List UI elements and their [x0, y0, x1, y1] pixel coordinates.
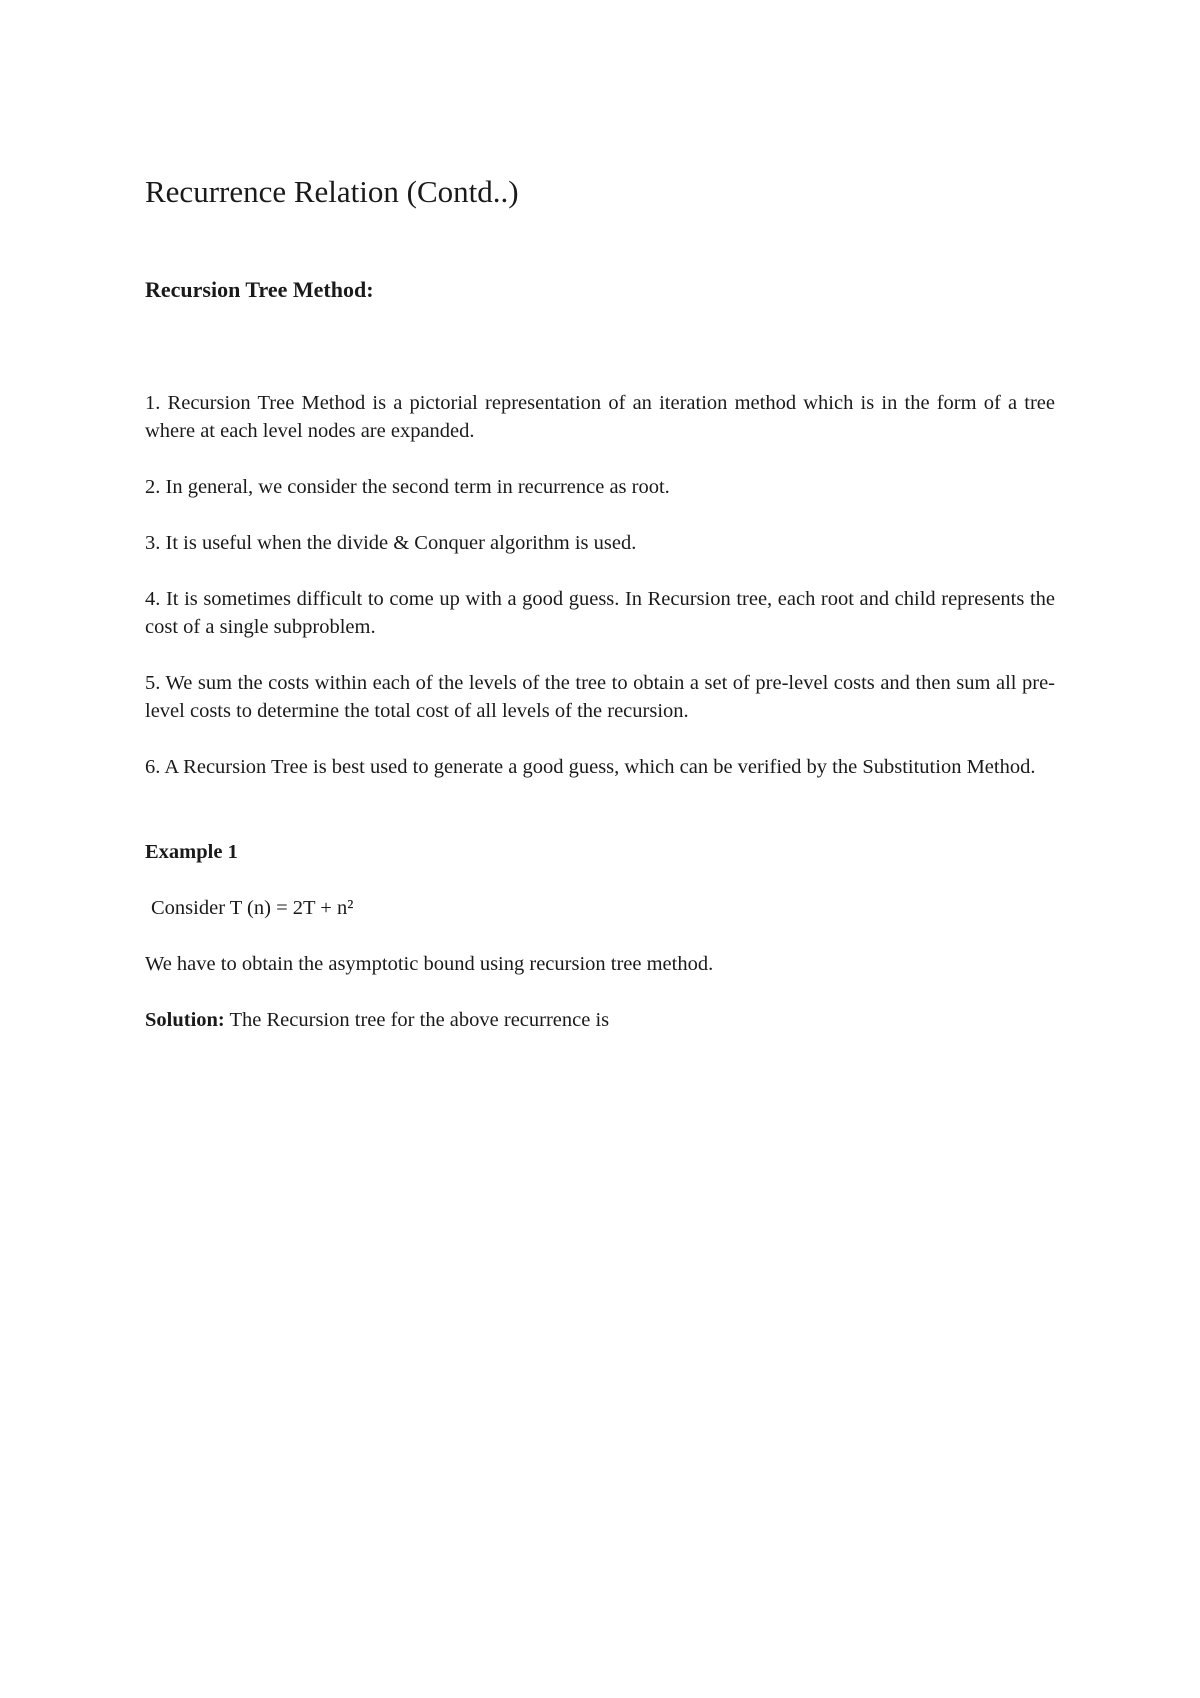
- solution-label: Solution:: [145, 1009, 225, 1031]
- problem-statement: We have to obtain the asymptotic bound using recursion tree method.: [145, 953, 714, 975]
- point-4: 4. It is sometimes difficult to come up with a good guess. In Recursion tree, each root and child represents the cost of a single subproblem.: [145, 588, 1055, 638]
- points-list: [145, 389, 1055, 809]
- recurrence-equation: Consider T (n) = 2T + n²: [151, 897, 354, 919]
- solution-line: [145, 1006, 1055, 1034]
- point-6: 6. A Recursion Tree is best used to generate a good guess, which can be verified by the Substitution Method.: [145, 756, 1036, 778]
- page-title: Recurrence Relation (Contd..): [145, 174, 519, 209]
- point-5: 5. We sum the costs within each of the levels of the tree to obtain a set of pre-level costs and then sum all pre-level costs to determine the total cost of all levels of the recursion.: [145, 672, 1055, 722]
- point-2: 2. In general, we consider the second term in recurrence as root.: [145, 476, 670, 498]
- example-section: [145, 838, 1055, 1062]
- point-3: 3. It is useful when the divide & Conquer algorithm is used.: [145, 532, 637, 554]
- solution-text: The Recursion tree for the above recurrence is: [224, 1009, 610, 1031]
- point-1: 1. Recursion Tree Method is a pictorial representation of an iteration method which is in the form of a tree where at each level nodes are expanded.: [145, 392, 1055, 442]
- example-label: Example 1: [145, 841, 238, 863]
- section-heading: Recursion Tree Method:: [145, 277, 374, 302]
